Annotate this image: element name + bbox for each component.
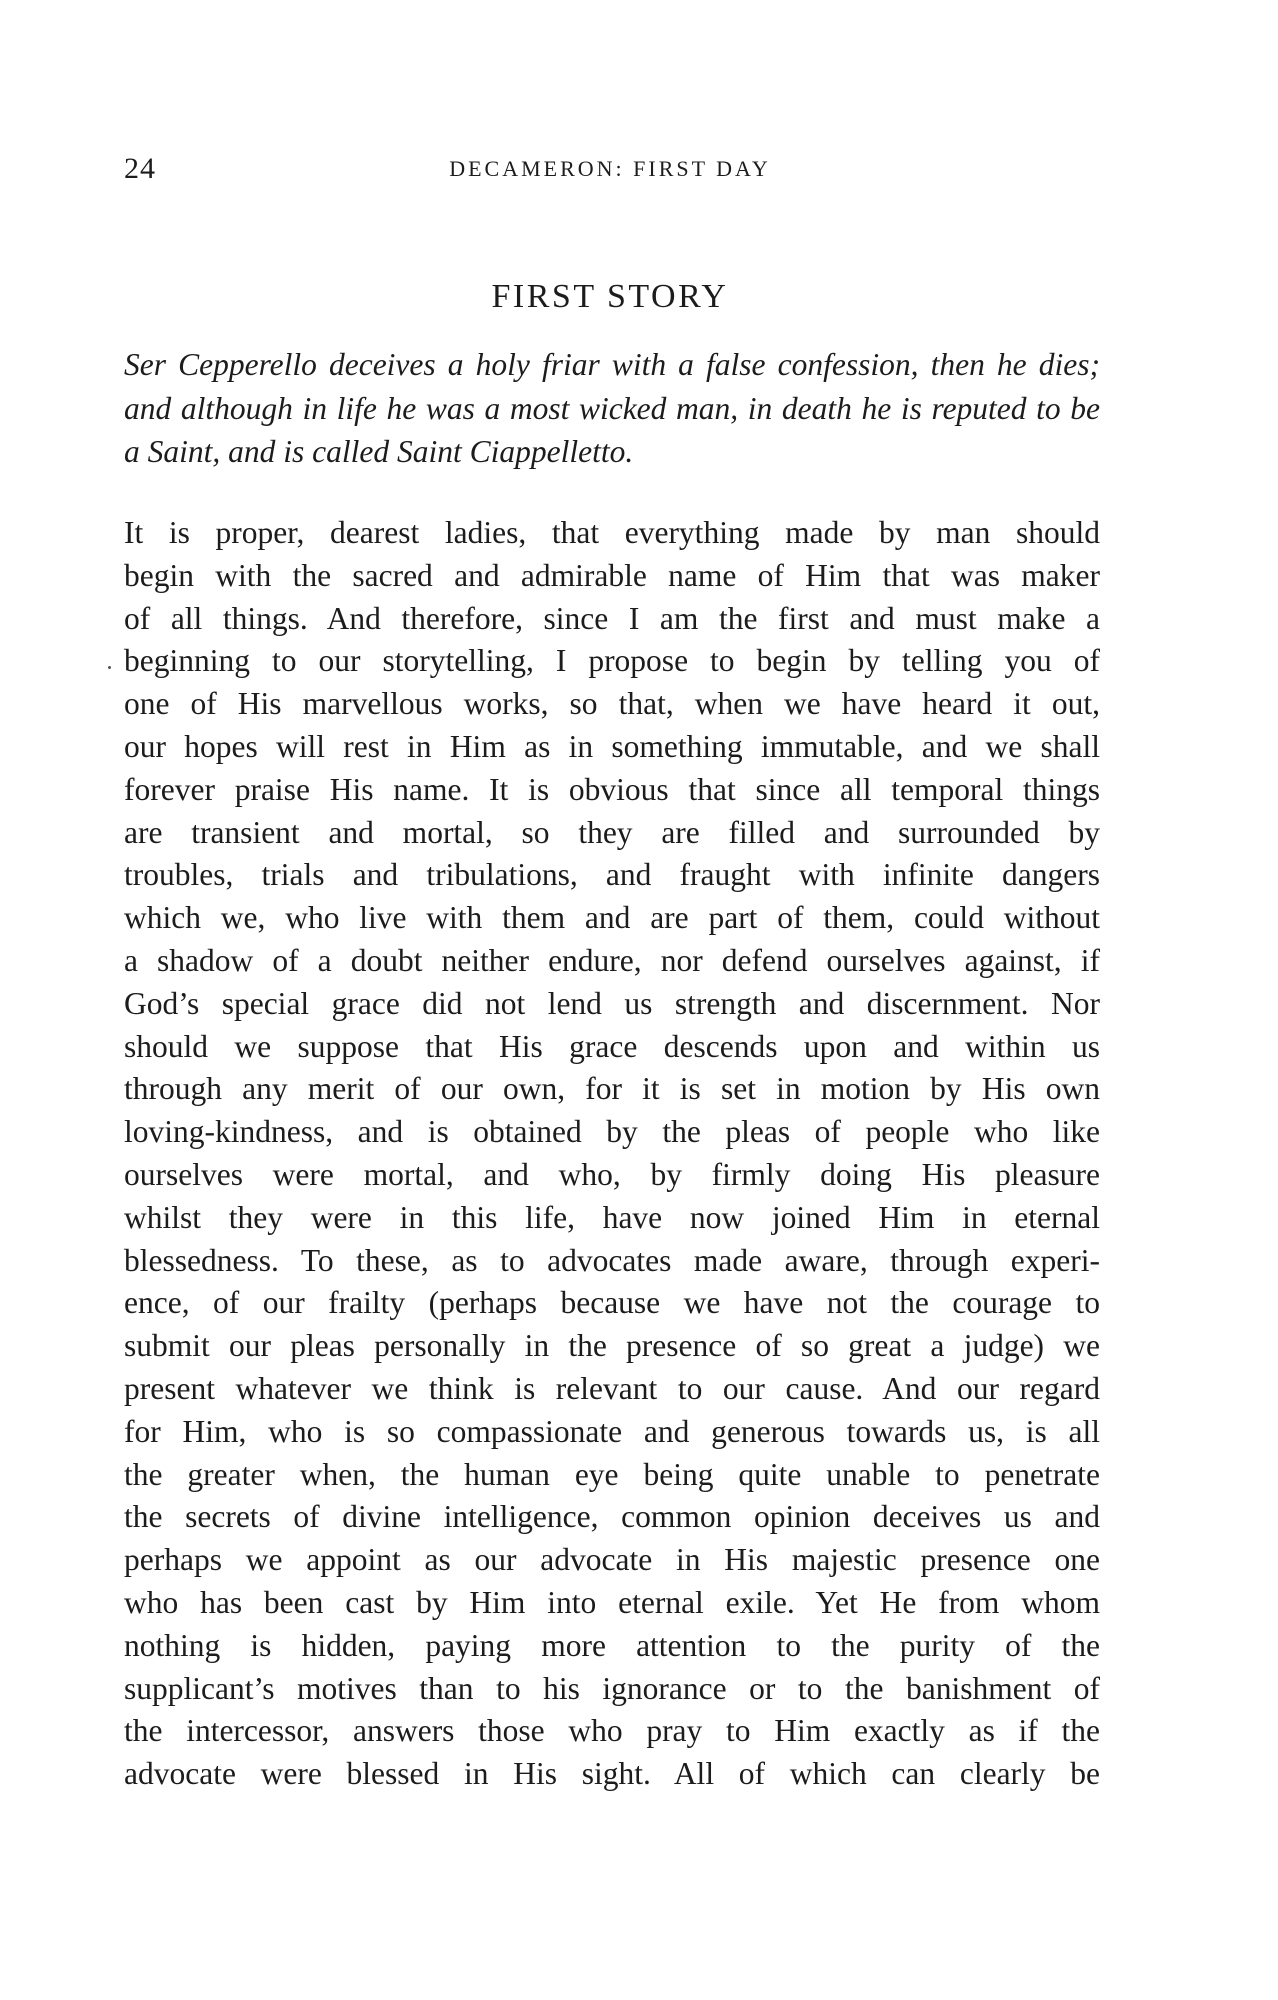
body-line: supplicant’s motives than to his ignorance or to the banishment of [124,1670,1100,1706]
body-line: blessedness. To these, as to advocates made aware, through experi- [124,1242,1100,1278]
body-line: beginning to our storytelling, I propose to begin by telling you of [124,643,1100,679]
body-line: through any merit of our own, for it is set in motion by His own [124,1071,1100,1107]
body-line: submit our pleas personally in the presence of so great a judge) we [124,1328,1100,1364]
body-line: forever praise His name. It is obvious that since all temporal things [124,771,1100,807]
body-line: whilst they were in this life, have now joined Him in eternal [124,1199,1100,1235]
body-line: for Him, who is so compassionate and generous towards us, is all [124,1413,1100,1449]
summary-line: a Saint, and is called Saint Ciappelletto. [124,434,634,469]
summary-line: Ser Cepperello deceives a holy friar with a false confession, then he dies; [124,347,1100,382]
body-line: who has been cast by Him into eternal exile. Yet He from whom [124,1584,1100,1620]
body-line: of all things. And therefore, since I am the first and must make a [124,600,1100,636]
summary-line: and although in life he was a most wicked man, in death he is reputed to be [124,390,1100,426]
body-line: begin with the sacred and admirable name of Him that was maker [124,557,1100,593]
body-line: the secrets of divine intelligence, common opinion deceives us and [124,1499,1100,1535]
body-line: troubles, trials and tribulations, and fraught with infinite dangers [124,857,1100,893]
body-line: which we, who live with them and are part of them, could without [124,900,1100,936]
body-line: are transient and mortal, so they are filled and surrounded by [124,814,1100,850]
story-summary [124,343,1100,474]
body-line: ence, of our frailty (perhaps because we have not the courage to [124,1285,1100,1321]
body-line: It is proper, dearest ladies, that everything made by man should [124,515,1100,550]
body-line: the intercessor, answers those who pray to Him exactly as if the [124,1713,1100,1749]
running-head-title: DECAMERON: FIRST DAY [449,156,771,181]
page-number: 24 [124,152,156,185]
body-line: loving-kindness, and is obtained by the pleas of people who like [124,1114,1100,1150]
body-line: ourselves were mortal, and who, by firmly doing His pleasure [124,1156,1100,1192]
body-line: nothing is hidden, paying more attention to the purity of the [124,1627,1100,1663]
body-line: a shadow of a doubt neither endure, nor defend ourselves against, if [124,942,1100,978]
margin-speck [108,666,111,669]
body-text [124,512,1100,1796]
story-title: FIRST STORY [491,278,729,315]
body-line: the greater when, the human eye being quite unable to penetrate [124,1456,1100,1492]
body-line: present whatever we think is relevant to our cause. And our regard [124,1370,1100,1406]
body-line: should we suppose that His grace descends upon and within us [124,1028,1100,1064]
body-line: one of His marvellous works, so that, when we have heard it out, [124,686,1100,722]
body-line: our hopes will rest in Him as in something immutable, and we shall [124,728,1100,764]
body-line: perhaps we appoint as our advocate in His majestic presence one [124,1542,1100,1578]
body-line: advocate were blessed in His sight. All of which can clearly be [124,1756,1100,1792]
running-head [124,152,1096,192]
body-line: God’s special grace did not lend us strength and discernment. Nor [124,985,1100,1021]
